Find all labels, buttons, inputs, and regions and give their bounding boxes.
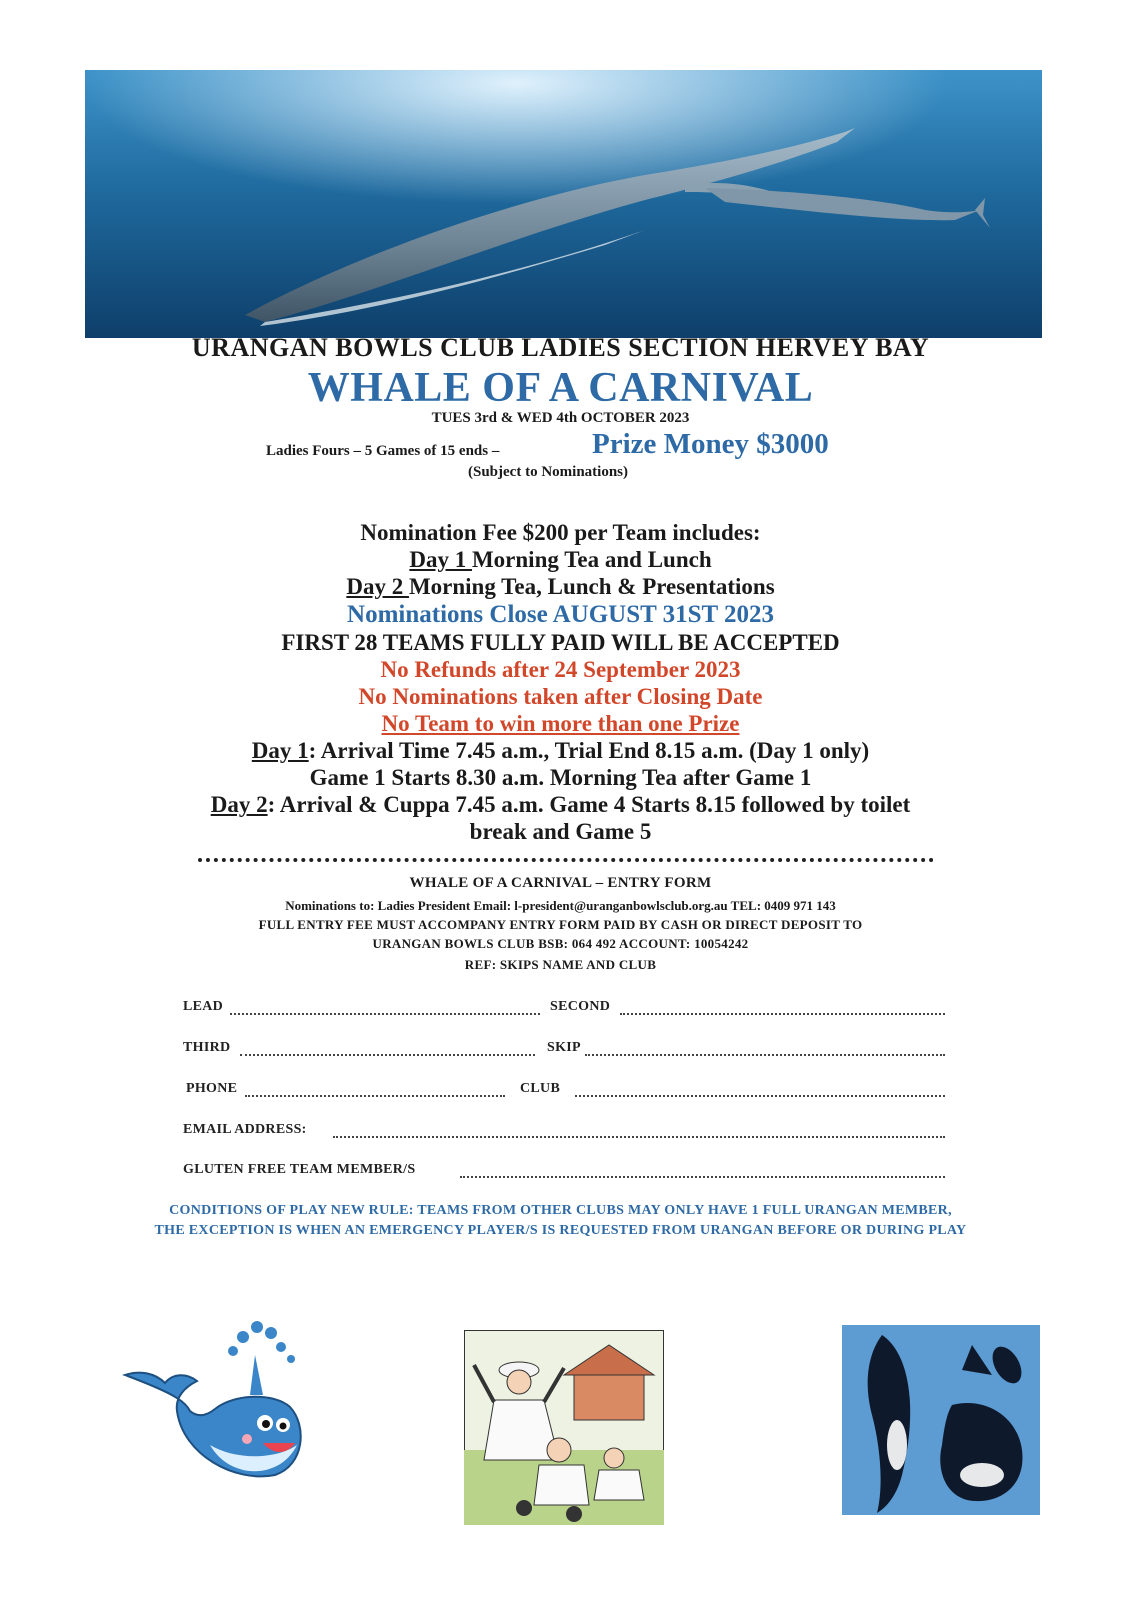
lead-label: LEAD xyxy=(183,999,224,1014)
club-field[interactable] xyxy=(575,1095,945,1097)
event-title: WHALE OF A CARNIVAL xyxy=(307,365,814,411)
gluten-field[interactable] xyxy=(460,1176,945,1178)
no-nominations: No Nominations taken after Closing Date xyxy=(358,684,763,709)
schedule-day2-text: : Arrival & Cuppa 7.45 a.m. Game 4 Starts 8.15 followed by toilet xyxy=(267,792,911,817)
first-28-teams: FIRST 28 TEAMS FULLY PAID WILL BE ACCEPTED xyxy=(281,630,840,655)
third-label: THIRD xyxy=(183,1040,231,1055)
skip-label: SKIP xyxy=(547,1040,581,1055)
schedule-day2-label: Day 2 xyxy=(210,792,268,817)
hero-whale-image xyxy=(85,70,1042,338)
schedule-day2-line2: break and Game 5 xyxy=(469,819,652,844)
lead-field[interactable] xyxy=(230,1013,540,1015)
nominations-close: Nominations Close AUGUST 31ST 2023 xyxy=(347,601,774,628)
conditions-line2: THE EXCEPTION IS WHEN AN EMERGENCY PLAYER/S IS REQUESTED FROM URANGAN BEFORE OR DURING PLAY xyxy=(154,1223,967,1238)
no-refunds: No Refunds after 24 September 2023 xyxy=(380,657,741,682)
day2-label: Day 2 xyxy=(346,574,409,599)
day2-includes xyxy=(0,574,1121,600)
day1-includes xyxy=(0,547,1121,573)
conditions-line1: CONDITIONS OF PLAY NEW RULE: TEAMS FROM OTHER CLUBS MAY ONLY HAVE 1 FULL URANGAN MEMBER, xyxy=(169,1203,952,1218)
entry-form-ref: REF: SKIPS NAME AND CLUB xyxy=(464,957,657,972)
email-field[interactable] xyxy=(333,1136,945,1138)
prize-money: Prize Money $3000 xyxy=(592,428,829,460)
second-label: SECOND xyxy=(550,999,611,1014)
event-format: Ladies Fours – 5 Games of 15 ends – xyxy=(266,443,500,459)
day2-text: Morning Tea, Lunch & Presentations xyxy=(408,574,775,599)
schedule-day2 xyxy=(0,792,1121,818)
subject-note: (Subject to Nominations) xyxy=(468,464,628,480)
event-dates: TUES 3rd & WED 4th OCTOBER 2023 xyxy=(431,410,690,426)
entry-form-title: WHALE OF A CARNIVAL – ENTRY FORM xyxy=(409,875,712,891)
phone-label: PHONE xyxy=(186,1081,238,1096)
entry-form-payment: FULL ENTRY FEE MUST ACCOMPANY ENTRY FORM PAID BY CASH OR DIRECT DEPOSIT TO xyxy=(258,917,863,932)
skip-field[interactable] xyxy=(585,1054,945,1056)
cut-line xyxy=(198,858,934,862)
entry-form-bank: URANGAN BOWLS CLUB BSB: 064 492 ACCOUNT: 10054242 xyxy=(372,936,749,951)
email-label: EMAIL ADDRESS: xyxy=(183,1122,307,1137)
entry-form-contact: Nominations to: Ladies President Email: l-president@uranganbowlsclub.org.au TEL: 0409 971 143 xyxy=(285,898,836,913)
schedule-day1 xyxy=(0,738,1121,764)
club-line: URANGAN BOWLS CLUB LADIES SECTION HERVEY BAY xyxy=(191,333,930,362)
nomination-fee: Nomination Fee $200 per Team includes: xyxy=(360,520,761,545)
bowls-cartoon-image xyxy=(464,1330,664,1525)
schedule-day1-label: Day 1 xyxy=(251,738,309,763)
club-label: CLUB xyxy=(520,1081,561,1096)
orca-image xyxy=(842,1325,1040,1515)
third-field[interactable] xyxy=(240,1054,535,1056)
schedule-day1-line2: Game 1 Starts 8.30 a.m. Morning Tea after Game 1 xyxy=(309,765,812,790)
day1-label: Day 1 xyxy=(409,547,472,572)
schedule-day1-text: : Arrival Time 7.45 a.m., Trial End 8.15 a.m. (Day 1 only) xyxy=(308,738,870,763)
day1-text: Morning Tea and Lunch xyxy=(471,547,712,572)
cartoon-whale-image xyxy=(115,1315,310,1490)
phone-field[interactable] xyxy=(245,1095,505,1097)
gluten-label: GLUTEN FREE TEAM MEMBER/S xyxy=(183,1162,416,1177)
second-field[interactable] xyxy=(620,1013,945,1015)
no-team-rule: No Team to win more than one Prize xyxy=(381,711,740,736)
